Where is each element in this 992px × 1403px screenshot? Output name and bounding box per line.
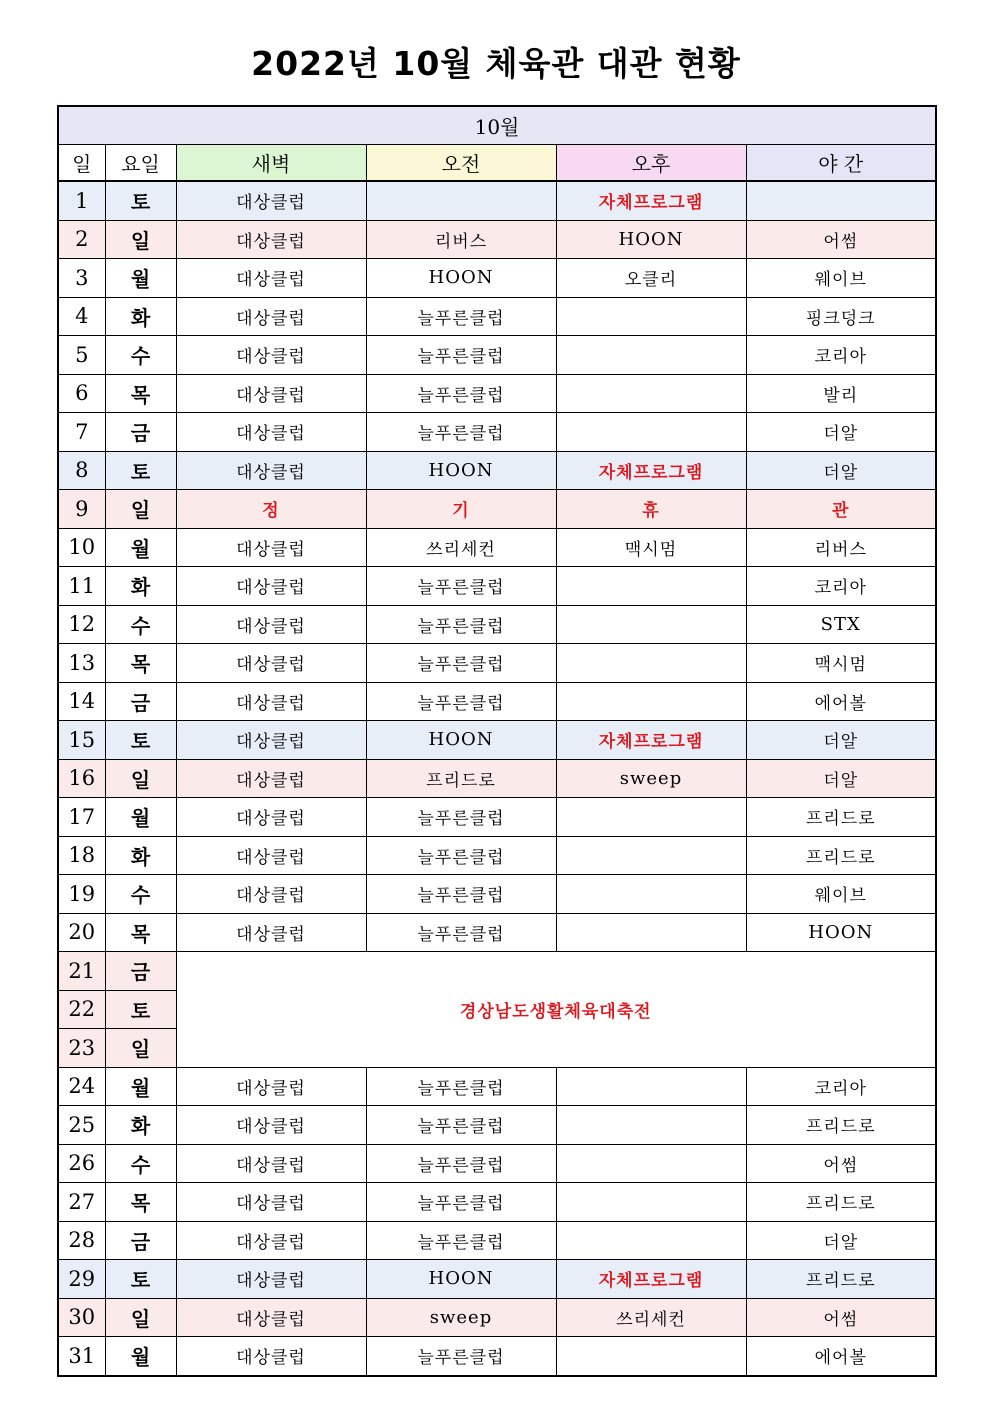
day-of-week: 금: [105, 413, 176, 452]
slot-dawn: 대상클럽: [176, 567, 366, 606]
slot-dawn: 대상클럽: [176, 913, 366, 952]
slot-am: HOON: [366, 451, 556, 490]
slot-pm: [556, 374, 746, 413]
table-row: [58, 682, 936, 721]
slot-pm: 쓰리세컨: [556, 1298, 746, 1337]
table-row: [58, 759, 936, 798]
slot-night: 프리드로: [746, 798, 936, 837]
table-row: [58, 1260, 936, 1299]
slot-night: 웨이브: [746, 259, 936, 298]
day-of-week: 목: [105, 644, 176, 683]
slot-pm: [556, 1183, 746, 1222]
slot-am: 늘푸른클럽: [366, 567, 556, 606]
slot-pm: [556, 1106, 746, 1145]
rental-schedule-table: [57, 105, 937, 1377]
table-row: [58, 1183, 936, 1222]
slot-dawn: 대상클럽: [176, 413, 366, 452]
document-title: 2022년 10월 체육관 대관 현황: [251, 44, 741, 83]
day-number: 27: [58, 1183, 105, 1222]
slot-night: 코리아: [746, 567, 936, 606]
slot-am: 프리드로: [366, 759, 556, 798]
day-of-week: 토: [105, 181, 176, 220]
day-of-week: 토: [105, 451, 176, 490]
slot-pm: [556, 836, 746, 875]
day-number: 26: [58, 1144, 105, 1183]
slot-night: 코리아: [746, 336, 936, 375]
month-label: 10월: [58, 106, 936, 145]
table-row: [58, 1337, 936, 1376]
slot-dawn: 대상클럽: [176, 259, 366, 298]
day-of-week: 목: [105, 913, 176, 952]
closed-char: 휴: [556, 490, 746, 529]
slot-night: 발리: [746, 374, 936, 413]
slot-dawn: 대상클럽: [176, 759, 366, 798]
slot-dawn: 대상클럽: [176, 1183, 366, 1222]
table-row: [58, 220, 936, 259]
slot-pm: sweep: [556, 759, 746, 798]
slot-night: 에어볼: [746, 682, 936, 721]
festival-event: 경상남도생활체육대축전: [176, 952, 936, 1068]
slot-am: 늘푸른클럽: [366, 875, 556, 914]
day-of-week: 일: [105, 220, 176, 259]
slot-am: 늘푸른클럽: [366, 1337, 556, 1376]
closed-char: 정: [176, 490, 366, 529]
slot-am: HOON: [366, 259, 556, 298]
table-row: [58, 644, 936, 683]
day-of-week: 목: [105, 374, 176, 413]
day-number: 29: [58, 1260, 105, 1299]
day-of-week: 금: [105, 682, 176, 721]
slot-pm: [556, 798, 746, 837]
day-of-week: 토: [105, 1260, 176, 1299]
day-number: 19: [58, 875, 105, 914]
table-row: [58, 413, 936, 452]
table-row: [58, 1067, 936, 1106]
day-number: 6: [58, 374, 105, 413]
slot-am: [366, 181, 556, 220]
slot-dawn: 대상클럽: [176, 875, 366, 914]
day-of-week: 토: [105, 990, 176, 1029]
table-row: [58, 913, 936, 952]
day-of-week: 토: [105, 721, 176, 760]
slot-am: 늘푸른클럽: [366, 1221, 556, 1260]
slot-dawn: 대상클럽: [176, 336, 366, 375]
slot-pm: [556, 913, 746, 952]
table-row: [58, 952, 936, 991]
slot-dawn: 대상클럽: [176, 528, 366, 567]
day-number: 25: [58, 1106, 105, 1145]
slot-night: 프리드로: [746, 1260, 936, 1299]
day-of-week: 금: [105, 952, 176, 991]
slot-dawn: 대상클럽: [176, 374, 366, 413]
day-number: 1: [58, 181, 105, 220]
day-number: 18: [58, 836, 105, 875]
day-number: 24: [58, 1067, 105, 1106]
schedule-body: [58, 106, 936, 1376]
slot-pm: [556, 1144, 746, 1183]
day-of-week: 수: [105, 875, 176, 914]
slot-pm: [556, 1221, 746, 1260]
slot-night: 맥시멈: [746, 644, 936, 683]
slot-pm: HOON: [556, 220, 746, 259]
day-number: 21: [58, 952, 105, 991]
day-number: 20: [58, 913, 105, 952]
day-number: 14: [58, 682, 105, 721]
day-of-week: 월: [105, 798, 176, 837]
day-of-week: 일: [105, 759, 176, 798]
slot-night: [746, 181, 936, 220]
header-morning: 오전: [366, 145, 556, 182]
slot-am: 리버스: [366, 220, 556, 259]
slot-pm: 오클리: [556, 259, 746, 298]
table-row: [58, 836, 936, 875]
slot-am: 늘푸른클럽: [366, 297, 556, 336]
table-row: [58, 259, 936, 298]
slot-pm: 자체프로그램: [556, 181, 746, 220]
slot-night: STX: [746, 605, 936, 644]
table-row: [58, 567, 936, 606]
closed-char: 기: [366, 490, 556, 529]
day-of-week: 화: [105, 1106, 176, 1145]
slot-pm: [556, 605, 746, 644]
table-row: [58, 297, 936, 336]
slot-night: 핑크덩크: [746, 297, 936, 336]
day-number: 28: [58, 1221, 105, 1260]
slot-dawn: 대상클럽: [176, 1298, 366, 1337]
day-number: 15: [58, 721, 105, 760]
slot-am: 늘푸른클럽: [366, 1106, 556, 1145]
slot-dawn: 대상클럽: [176, 682, 366, 721]
day-number: 7: [58, 413, 105, 452]
column-header-row: [58, 145, 936, 182]
day-number: 16: [58, 759, 105, 798]
slot-am: 늘푸른클럽: [366, 1067, 556, 1106]
slot-pm: [556, 1337, 746, 1376]
day-of-week: 일: [105, 490, 176, 529]
header-afternoon: 오후: [556, 145, 746, 182]
day-number: 2: [58, 220, 105, 259]
slot-night: 에어볼: [746, 1337, 936, 1376]
day-number: 13: [58, 644, 105, 683]
day-number: 31: [58, 1337, 105, 1376]
slot-am: 늘푸른클럽: [366, 336, 556, 375]
day-of-week: 월: [105, 1067, 176, 1106]
day-number: 11: [58, 567, 105, 606]
table-row: [58, 875, 936, 914]
slot-night: 웨이브: [746, 875, 936, 914]
slot-dawn: 대상클럽: [176, 1106, 366, 1145]
slot-night: 어썸: [746, 1144, 936, 1183]
slot-night: HOON: [746, 913, 936, 952]
slot-night: 리버스: [746, 528, 936, 567]
slot-night: 더알: [746, 1221, 936, 1260]
table-row: [58, 336, 936, 375]
slot-night: 코리아: [746, 1067, 936, 1106]
slot-dawn: 대상클럽: [176, 1144, 366, 1183]
slot-dawn: 대상클럽: [176, 1260, 366, 1299]
table-row: [58, 798, 936, 837]
slot-dawn: 대상클럽: [176, 836, 366, 875]
day-number: 10: [58, 528, 105, 567]
day-of-week: 화: [105, 297, 176, 336]
slot-night: 어썸: [746, 1298, 936, 1337]
slot-am: 늘푸른클럽: [366, 413, 556, 452]
table-row: [58, 1298, 936, 1337]
slot-dawn: 대상클럽: [176, 181, 366, 220]
table-row: [58, 1144, 936, 1183]
slot-dawn: 대상클럽: [176, 605, 366, 644]
slot-am: 늘푸른클럽: [366, 836, 556, 875]
slot-night: 더알: [746, 721, 936, 760]
slot-am: 늘푸른클럽: [366, 798, 556, 837]
slot-am: 늘푸른클럽: [366, 1183, 556, 1222]
slot-pm: 맥시멈: [556, 528, 746, 567]
slot-pm: [556, 297, 746, 336]
header-dawn: 새벽: [176, 145, 366, 182]
header-dow: 요일: [105, 145, 176, 182]
slot-pm: [556, 567, 746, 606]
month-header-row: [58, 106, 936, 145]
day-number: 9: [58, 490, 105, 529]
slot-night: 프리드로: [746, 1106, 936, 1145]
day-of-week: 월: [105, 259, 176, 298]
slot-am: sweep: [366, 1298, 556, 1337]
slot-am: 늘푸른클럽: [366, 374, 556, 413]
slot-pm: 자체프로그램: [556, 721, 746, 760]
slot-dawn: 대상클럽: [176, 721, 366, 760]
table-row: [58, 1106, 936, 1145]
slot-am: 늘푸른클럽: [366, 644, 556, 683]
day-of-week: 화: [105, 836, 176, 875]
slot-pm: [556, 413, 746, 452]
slot-dawn: 대상클럽: [176, 1221, 366, 1260]
day-of-week: 월: [105, 1337, 176, 1376]
header-night: 야 간: [746, 145, 936, 182]
table-row: [58, 605, 936, 644]
day-of-week: 목: [105, 1183, 176, 1222]
slot-dawn: 대상클럽: [176, 644, 366, 683]
day-of-week: 수: [105, 605, 176, 644]
slot-dawn: 대상클럽: [176, 1337, 366, 1376]
slot-dawn: 대상클럽: [176, 297, 366, 336]
day-number: 8: [58, 451, 105, 490]
day-number: 30: [58, 1298, 105, 1337]
slot-night: 더알: [746, 413, 936, 452]
day-of-week: 일: [105, 1298, 176, 1337]
day-number: 5: [58, 336, 105, 375]
day-number: 12: [58, 605, 105, 644]
slot-am: 늘푸른클럽: [366, 1144, 556, 1183]
slot-am: 늘푸른클럽: [366, 682, 556, 721]
slot-pm: [556, 644, 746, 683]
day-number: 23: [58, 1029, 105, 1068]
day-number: 17: [58, 798, 105, 837]
slot-am: HOON: [366, 1260, 556, 1299]
day-of-week: 화: [105, 567, 176, 606]
day-of-week: 일: [105, 1029, 176, 1068]
slot-night: 프리드로: [746, 1183, 936, 1222]
slot-night: 더알: [746, 759, 936, 798]
slot-pm: [556, 875, 746, 914]
slot-am: 늘푸른클럽: [366, 913, 556, 952]
table-row: [58, 1221, 936, 1260]
slot-am: 늘푸른클럽: [366, 605, 556, 644]
closed-char: 관: [746, 490, 936, 529]
slot-night: 어썸: [746, 220, 936, 259]
slot-dawn: 대상클럽: [176, 220, 366, 259]
day-of-week: 수: [105, 1144, 176, 1183]
slot-pm: [556, 1067, 746, 1106]
table-row: [58, 374, 936, 413]
table-row: [58, 721, 936, 760]
slot-night: 프리드로: [746, 836, 936, 875]
day-of-week: 월: [105, 528, 176, 567]
day-number: 3: [58, 259, 105, 298]
slot-pm: [556, 336, 746, 375]
table-row: [58, 528, 936, 567]
header-day: 일: [58, 145, 105, 182]
slot-pm: 자체프로그램: [556, 1260, 746, 1299]
slot-dawn: 대상클럽: [176, 798, 366, 837]
day-number: 4: [58, 297, 105, 336]
slot-night: 더알: [746, 451, 936, 490]
slot-am: 쓰리세컨: [366, 528, 556, 567]
table-row: [58, 181, 936, 220]
table-row: [58, 451, 936, 490]
slot-dawn: 대상클럽: [176, 1067, 366, 1106]
slot-pm: [556, 682, 746, 721]
day-of-week: 금: [105, 1221, 176, 1260]
slot-dawn: 대상클럽: [176, 451, 366, 490]
slot-am: HOON: [366, 721, 556, 760]
day-number: 22: [58, 990, 105, 1029]
slot-pm: 자체프로그램: [556, 451, 746, 490]
table-row: [58, 490, 936, 529]
day-of-week: 수: [105, 336, 176, 375]
